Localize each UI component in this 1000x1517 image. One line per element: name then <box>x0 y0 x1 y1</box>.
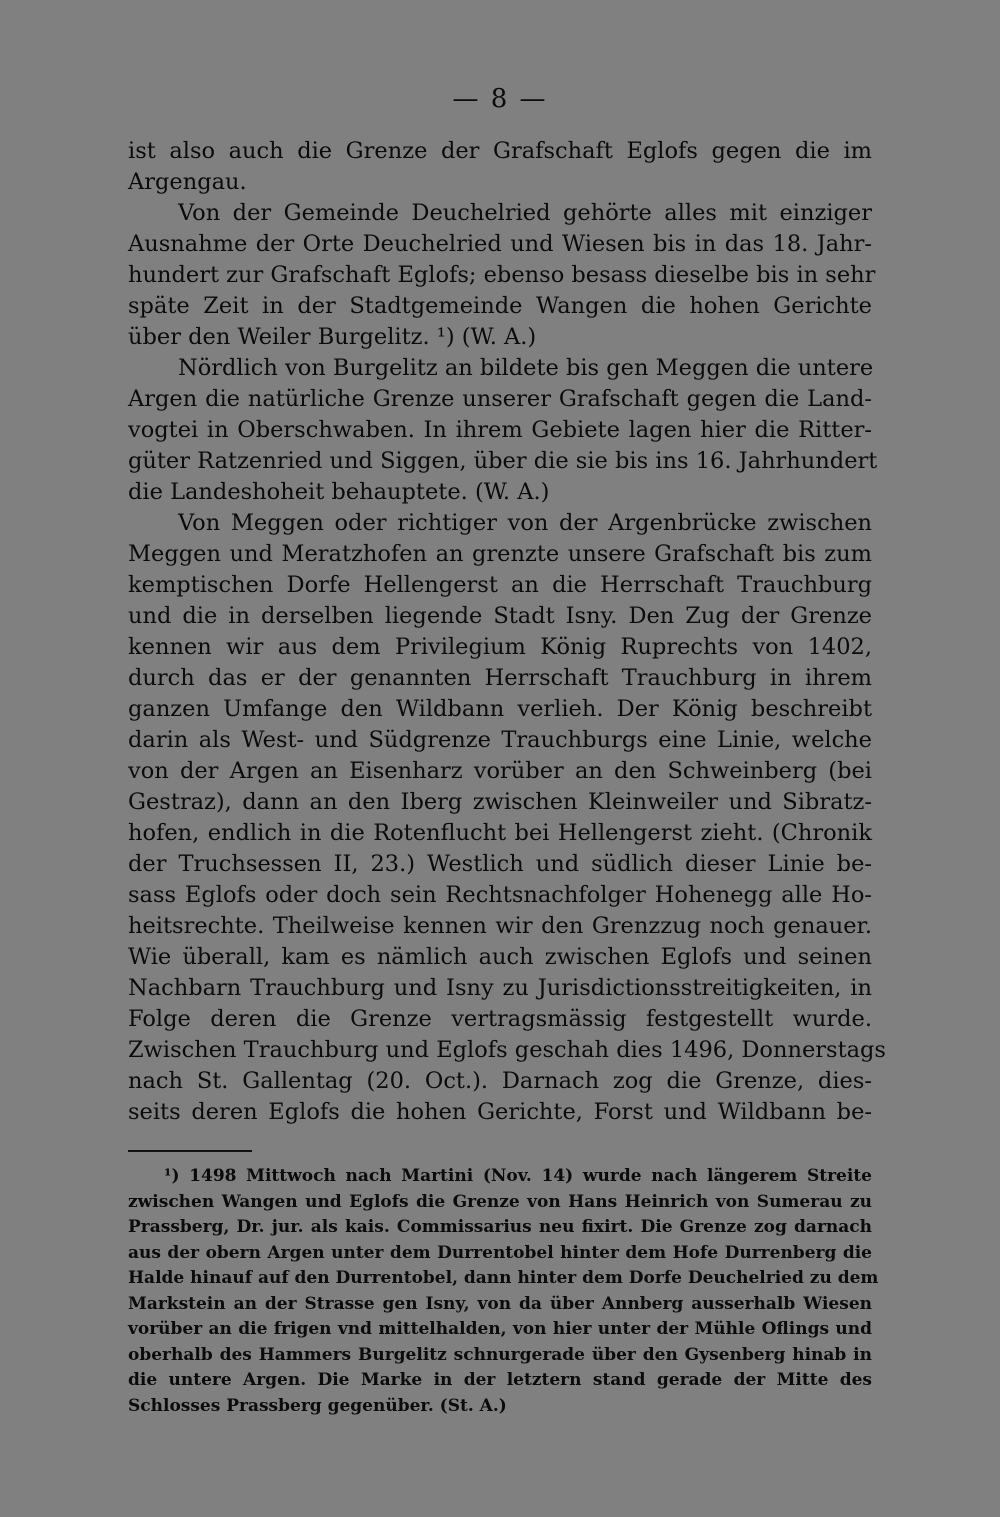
text-line: darin als West- und Südgrenze Trauchburgs eine Linie, welche <box>128 727 872 753</box>
text-line: vogtei in Oberschwaben. In ihrem Gebiete lagen hier die Ritter- <box>128 417 872 443</box>
footnote-line: aus der obern Argen unter dem Durrentobel hinter dem Hofe Durrenberg die <box>128 1242 872 1263</box>
text-line: über den Weiler Burgelitz. ¹) (W. A.) <box>128 324 537 350</box>
text-line: von der Argen an Eisenharz vorüber an den Schweinberg (bei <box>128 758 872 784</box>
footnote-line: Schlosses Prassberg gegenüber. (St. A.) <box>128 1395 507 1416</box>
footnote <box>128 1164 879 1419</box>
text-line: Meggen und Meratzhofen an grenzte unsere Grafschaft bis zum <box>128 541 872 567</box>
text-line: die Landeshoheit behauptete. (W. A.) <box>128 479 550 505</box>
page-number: — 8 — <box>452 84 548 114</box>
text-line: kemptischen Dorfe Hellengerst an die Herrschaft Trauchburg <box>128 572 872 598</box>
text-line: kennen wir aus dem Privilegium König Ruprechts von 1402, <box>128 634 872 660</box>
text-line: güter Ratzenried und Siggen, über die sie bis ins 16. Jahrhundert <box>128 448 878 474</box>
text-line: Gestraz), dann an den Iberg zwischen Kleinweiler und Sibratz- <box>128 789 872 815</box>
footnote-line: Prassberg, Dr. jur. als kais. Commissarius neu fixirt. Die Grenze zog darnach <box>128 1217 872 1237</box>
text-line: Von Meggen oder richtiger von der Argenbrücke zwischen <box>178 510 872 536</box>
text-line: Zwischen Trauchburg und Eglofs geschah dies 1496, Donnerstags <box>128 1037 886 1063</box>
text-line: Folge deren die Grenze vertragsmässig festgestellt wurde. <box>128 1006 872 1032</box>
text-line: Ausnahme der Orte Deuchelried und Wiesen bis in das 18. Jahr- <box>128 231 872 257</box>
text-line: der Truchsessen II, 23.) Westlich und südlich dieser Linie be- <box>128 851 872 877</box>
footnote-line: Markstein an der Strasse gen Isny, von da über Annberg ausserhalb Wiesen <box>128 1293 872 1314</box>
text-line: späte Zeit in der Stadtgemeinde Wangen die hohen Gerichte <box>128 293 872 319</box>
footnote-line: Halde hinauf auf den Durrentobel, dann hinter dem Dorfe Deuchelried zu dem <box>128 1268 879 1288</box>
footnote-line: zwischen Wangen und Eglofs die Grenze von Hans Heinrich von Sumerau zu <box>128 1191 872 1212</box>
text-line: seits deren Eglofs die hohen Gerichte, Forst und Wildbann be- <box>128 1099 872 1125</box>
text-line: Von der Gemeinde Deuchelried gehörte alles mit einziger <box>178 200 872 226</box>
text-line: nach St. Gallentag (20. Oct.). Darnach zog die Grenze, dies- <box>128 1068 872 1094</box>
text-line: und die in derselben liegende Stadt Isny. Den Zug der Grenze <box>128 603 872 629</box>
text-line: hundert zur Grafschaft Eglofs; ebenso besass dieselbe bis in sehr <box>128 262 876 288</box>
text-line: ganzen Umfange den Wildbann verlieh. Der König beschreibt <box>128 696 872 722</box>
footnote-line: die untere Argen. Die Marke in der letztern stand gerade der Mitte des <box>128 1370 872 1390</box>
main-text <box>128 136 886 1128</box>
text-line: ist also auch die Grenze der Grafschaft Eglofs gegen die im <box>128 138 872 164</box>
footnote-line: ¹) 1498 Mittwoch nach Martini (Nov. 14) wurde nach längerem Streite <box>164 1166 872 1186</box>
text-line: Wie überall, kam es nämlich auch zwischen Eglofs und seinen <box>128 944 872 970</box>
text-line: Nördlich von Burgelitz an bildete bis gen Meggen die untere <box>178 355 874 381</box>
footnote-separator <box>128 1150 252 1152</box>
text-line: Argen die natürliche Grenze unserer Grafschaft gegen die Land- <box>128 386 872 412</box>
text-line: hofen, endlich in die Rotenflucht bei Hellengerst zieht. (Chronik <box>128 820 872 846</box>
footnote-line: oberhalb des Hammers Burgelitz schnurgerade über den Gysenberg hinab in <box>128 1344 872 1365</box>
text-line: sass Eglofs oder doch sein Rechtsnachfolger Hohenegg alle Ho- <box>128 882 872 908</box>
text-line: Nachbarn Trauchburg und Isny zu Jurisdictionsstreitigkeiten, in <box>128 975 872 1001</box>
text-line: Argengau. <box>128 169 247 195</box>
text-line: durch das er der genannten Herrschaft Trauchburg in ihrem <box>128 665 872 691</box>
footnote-line: vorüber an die frigen vnd mittelhalden, von hier unter der Mühle Oflings und <box>128 1319 872 1339</box>
text-line: heitsrechte. Theilweise kennen wir den Grenzzug noch genauer. <box>128 913 872 939</box>
